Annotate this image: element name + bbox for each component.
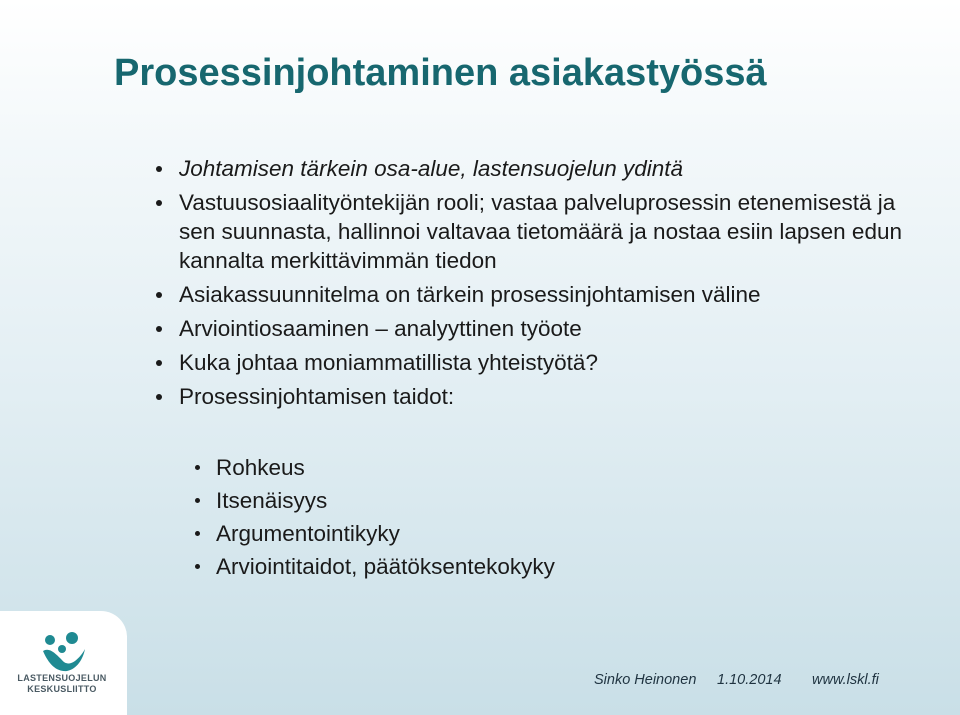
sub-bullet-item: Itsenäisyys: [188, 486, 888, 515]
logo-text: [12, 673, 112, 695]
footer-author: Sinko Heinonen: [594, 672, 697, 688]
bullet-item: Asiakassuunnitelma on tärkein prosessinjohtamisen väline: [151, 280, 931, 309]
sub-bullet-item: Argumentointikyky: [188, 519, 888, 548]
sub-bullet-item: Rohkeus: [188, 453, 888, 482]
footer-url[interactable]: www.lskl.fi: [812, 672, 879, 688]
bullet-item: Kuka johtaa moniammatillista yhteistyötä?: [151, 348, 931, 377]
logo-line-2: KESKUSLIITTO: [27, 684, 97, 694]
bullet-item: Johtamisen tärkein osa-alue, lastensuojelun ydintä: [151, 154, 931, 183]
family-logo-icon: [39, 631, 87, 673]
bullet-item: Vastuusosiaalityöntekijän rooli; vastaa palveluprosessin etenemisestä ja sen suunnasta, hallinnoi valtavaa tietomäärä ja nostaa esiin lapsen edun kannalta merkittävimmän tiedon: [151, 188, 931, 275]
sub-bullet-list: [188, 453, 888, 585]
logo-panel: [0, 611, 127, 715]
slide-title: Prosessinjohtaminen asiakastyössä: [114, 52, 767, 94]
footer-date: 1.10.2014: [717, 672, 782, 688]
bullet-item: Arviointiosaaminen – analyyttinen työote: [151, 314, 931, 343]
logo-line-1: LASTENSUOJELUN: [17, 673, 107, 683]
bullet-list: [151, 154, 931, 416]
sub-bullet-item: Arviointitaidot, päätöksentekokyky: [188, 552, 888, 581]
bullet-item: Prosessinjohtamisen taidot:: [151, 382, 931, 411]
